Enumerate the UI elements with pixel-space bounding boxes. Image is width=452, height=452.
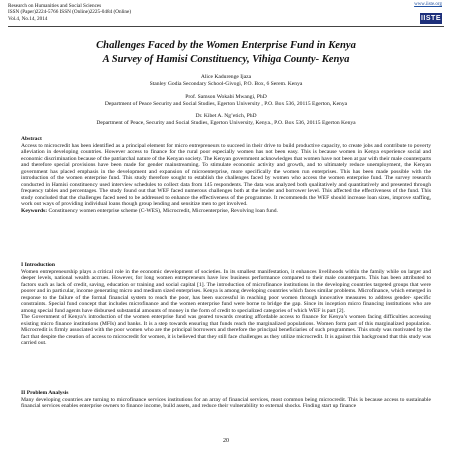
author-1-name: Alice Kadurenge Ijaza bbox=[200, 74, 252, 80]
iiste-logo-icon: IISTE bbox=[420, 15, 441, 22]
journal-volume: Vol.4, No.14, 2014 bbox=[8, 15, 48, 22]
problem-analysis-heading: II Problem Analysis bbox=[21, 390, 69, 396]
problem-analysis-section bbox=[21, 390, 431, 410]
introduction-paragraph-2: The Government of Kenya’s introduction of the women enterprise fund was geared towards creating affordable access to finance for Kenya’s women facing difficulties accessing existing micro finance institutions (MFIs) and banks. It is a step towards ensuring that funds reach the marginalized populations. Women form part of this marginalized population. Microcredit is firmly associated with the poor women who are the principal borrowers and therefore the principal beneficiaries of such programmes. This study was motivated by the fact that despite the creation of access to microcredit for women, it is believed that they still face challenges as they utilize microcredit. It is against this background that this study was carried out. bbox=[21, 314, 431, 346]
abstract-section bbox=[21, 136, 431, 214]
author-3-affiliation: Department of Peace, Security and Social Studies, Egerton University, Kenya., P.O. Box 536, 20115 Egerton Kenya bbox=[96, 120, 356, 126]
problem-analysis-paragraph-1: Many developing countries are turning to microfinance services institutions for an array of financial services, most common being microcredit. This is because access to sustainable financial services enables enterprise owners to finance income, build assets, and reduce their vulnerability to external shocks. Finding start up finance bbox=[21, 396, 431, 409]
paper-title-line1: Challenges Faced by the Women Enterprise Fund in Kenya bbox=[96, 40, 356, 51]
introduction-section bbox=[21, 262, 431, 347]
author-1-affiliation: Stanley Godia Secondary School-Givogi, P.O. Box, 6 Serem. Kenya bbox=[149, 81, 303, 87]
author-3-name: Dr. Kibet A. Ng’etich, PhD bbox=[195, 113, 257, 119]
journal-header bbox=[8, 3, 131, 22]
keywords-text: Constituency women enterprise scheme (C-WES), Microcredit, Microenterprise, Revolving loan fund. bbox=[48, 207, 278, 214]
page-number: 20 bbox=[223, 438, 229, 444]
abstract-text: Access to microcredit has been identified as a principal element for micro entrepreneurs to succeed in their drive to build productive capacity, to create jobs and contribute to poverty alleviation in developing countries. However access to finance for the rural poor especially women has not been easy. This is because women in Kenya experience social and economic discrimination because of the patriarchal nature of the Kenyan society. The Kenyan government acknowledges that women have not been at par with their male counterparts and therefore special provisions have been made for gender mainstreaming. To stimulate economic activity and growth, and to ultimately reduce unemployment, the Kenyan government has placed emphasis in the development and expansion of microenterprise, more specifically the women run enterprises. This has been made possible with the introduction of the women enterprise fund. This study therefore sought to establish the challenges faced by women who access the women enterprise fund. The survey research conducted in Hamisi constituency used interview schedules to collect data from 145 respondents. The data was analyzed both qualitatively and quantitatively and presented through frequency tables and percentages. The study found out that WEF faced numerous challenges both at the lender and borrower level. This affected the effectiveness of the fund. This study concluded that the challenges faced need to be addressed to enhance the effectiveness of the programme. It recommends the WEF should increase loan sizes, improve staffing, work out ways of providing individual loans though group lending and sensitize men to get involved. bbox=[21, 142, 431, 207]
journal-name: Research on Humanities and Social Sciences bbox=[8, 3, 102, 9]
author-2-affiliation: Department of Peace Security and Social Studies, Egerton University , P.O. Box 536, 20115 Egerton, Kenya bbox=[104, 101, 348, 107]
keywords-label: Keywords: bbox=[21, 207, 48, 214]
abstract-heading: Abstract bbox=[21, 136, 42, 142]
keywords-line bbox=[21, 208, 431, 215]
paper-title-line2: A Survey of Hamisi Constituency, Vihiga County- Kenya bbox=[102, 54, 350, 65]
introduction-heading: I Introduction bbox=[21, 262, 55, 268]
publisher-logo bbox=[396, 2, 442, 25]
header-divider bbox=[8, 26, 444, 27]
journal-website-link[interactable]: www.iiste.org bbox=[414, 2, 442, 7]
introduction-paragraph-1: Women entrepreneurship plays a critical role in the economic development of societies. In its smallest manifestation, it enhances livelihoods within the family while on larger and deeper levels, national wealth accrues. However, for long women entrepreneurs have low business performance compared to their male counterparts. This has been attributed to factors such as lack of credit, saving, education or training and social capital [1]. The introduction of microfinance institutions in the developing countries targeted groups that were poorer and in particular, income generating micro and medium sized enterprises. Kenya is among developing countries which faces similar problems. Microfinance, which emerged in response to the failure of the formal financial system to reach the poor, has been successful in reaching poor women through innovative measures to address gender- specific constraints. Special fund concept that includes microfinance and the women enterprise fund were borne to bridge the gap. Since its inception micro financing institutions who are among special fund agents have disbursed substantial amounts of money in the form of credit to specialized categories of which WEF is part [2]. bbox=[21, 268, 431, 314]
journal-issn: ISSN (Paper)2224-5766 ISSN (Online)2225-0484 (Online) bbox=[8, 9, 132, 16]
author-2-name: Prof. Samson Wokabi Mwangi, PhD bbox=[185, 94, 267, 100]
